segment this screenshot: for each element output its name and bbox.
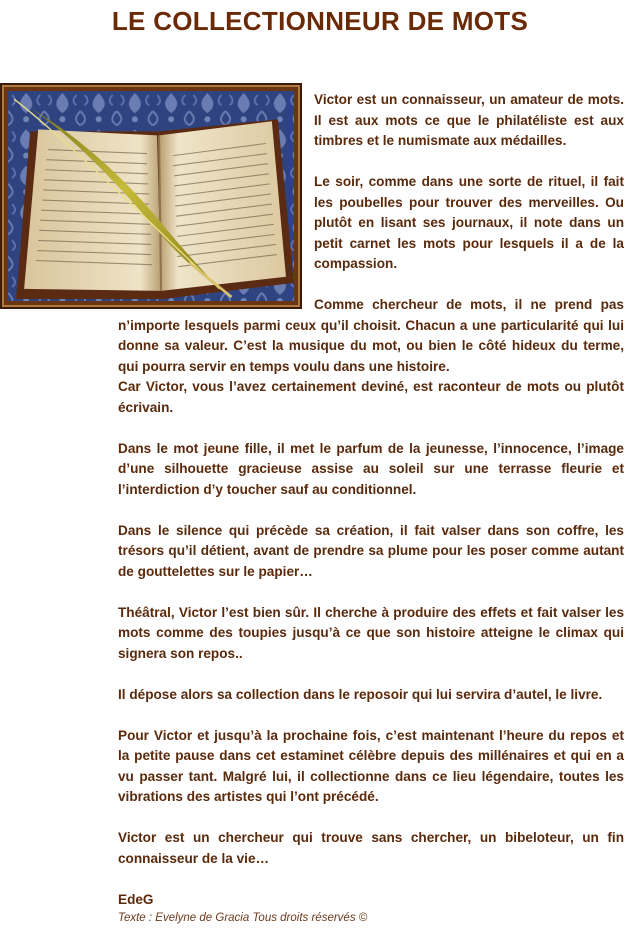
- article-paragraph-10: Victor est un chercheur qui trouve sans chercher, un bibeloteur, un fin connaisseur de la vie…: [118, 830, 624, 866]
- article-paragraph-5: Dans le mot jeune fille, il met le parfum de la jeunesse, l’innocence, l’image d’une silhouette gracieuse assise au soleil sur une terrasse fleurie et l’interdiction d’y toucher sauf au conditionnel.: [118, 440, 624, 497]
- illustration-frame: [0, 83, 302, 309]
- article-paragraph-1: Victor est un connaisseur, un amateur de mots. Il est aux mots ce que le philatéliste est aux timbres et le numismate aux médailles.: [314, 92, 624, 148]
- article-paragraph-8: Il dépose alors sa collection dans le reposoir qui lui servira d’autel, le livre.: [118, 686, 603, 702]
- copyright-credit: Texte : Evelyne de Gracia Tous droits réservés ©: [118, 912, 368, 924]
- author-signature: EdeG: [118, 891, 154, 907]
- open-book-with-quill-photo: [8, 91, 294, 301]
- article-paragraph-2: Le soir, comme dans une sorte de rituel, il fait les poubelles pour trouver des merveilles. Ou plutôt en lisant ses journaux, il note dans un petit carnet les mots pour lesquels il a de la compassion.: [314, 174, 624, 271]
- article-body: [118, 90, 624, 931]
- article-paragraph-9: Pour Victor et jusqu’à la prochaine fois, c’est maintenant l’heure du repos et la petite pause dans cet estaminet célèbre depuis des millénaires et qui en a vu passer tant. Malgré lui, il collectionne dans ce lieu légendaire, toutes les vibrations des artistes qui l’ont précédé.: [118, 727, 624, 804]
- page-title: LE COLLECTIONNEUR DE MOTS: [111, 6, 529, 36]
- article-paragraph-7: Théâtral, Victor l’est bien sûr. Il cherche à produire des effets et fait valser les mots comme des toupies jusqu’à ce que son histoire atteigne le climax qui signera son repos..: [118, 604, 624, 661]
- article-paragraph-4: Car Victor, vous l’avez certainement deviné, est raconteur de mots ou plutôt écrivain.: [118, 379, 624, 415]
- article-paragraph-6: Dans le silence qui précède sa création, il fait valser dans son coffre, les trésors qu’il détient, avant de prendre sa plume pour les poser comme autant de gouttelettes sur le papier…: [118, 522, 624, 579]
- article-paragraph-3: Comme chercheur de mots, il ne prend pas n’importe lesquels parmi ceux qu’il choisit. Chacun a une particularité qui lui donne sa valeur. C’est la musique du mot, ou bien le côté hideux du terme, qui pourra servir en temps voulu dans une histoire.: [118, 297, 624, 374]
